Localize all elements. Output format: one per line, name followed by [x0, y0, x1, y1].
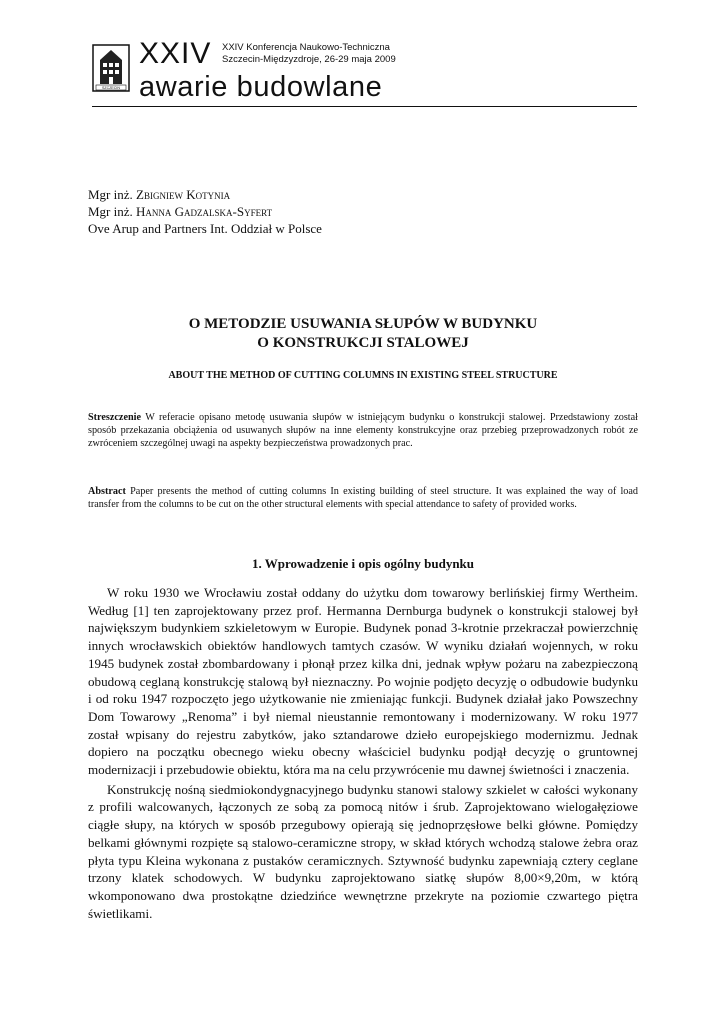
section-body [88, 584, 638, 922]
conference-info [222, 42, 396, 66]
paper-title-line-2: O KONSTRUKCJI STALOWEJ [257, 335, 469, 351]
conference-number: XXIV [139, 37, 212, 70]
author-name: Zbigniew Kotynia [136, 187, 231, 202]
building-logo-icon [92, 44, 130, 92]
abstract-english-text: Paper presents the method of cutting columns In existing building of steel structure. It was explained the way of load transfer from the columns to be cut on the other structural elements with special attendance to safety of provided works. [88, 486, 638, 511]
author-name: Hanna Gadzalska-Syfert [136, 204, 273, 219]
abstract-polish [88, 411, 638, 451]
abstract-polish-label: Streszczenie [88, 412, 141, 423]
body-paragraph-2: Konstrukcję nośną siedmiokondygnacyjnego budynku stanowi stalowy szkielet w całości wykonany z profili walcowanych, łączonych ze sobą za pomocą nitów i śrub. Zaprojektowano wielogałęziowe ciągłe słupy, na których w sposób przegubowy opierają się jednoprzęsłowe belki główne. Pomiędzy belkami głównymi rozpięte są stalowo-ceramiczne stropy, w skład których wchodzą stalowe żebra oraz płyta typu Kleina wykonana z pustaków ceramicznych. Sztywność budynku zapewniają cztery ceglane trzony klatek schodowych. W budynku zaprojektowano siatkę słupów 8,00×9,20m, w którą wkomponowano dwa prostokątne dziedzińce wewnętrzne przekryte na poziomie czwartego piętra świetlikami. [88, 781, 638, 921]
abstract-english-label: Abstract [88, 486, 126, 497]
paper-title-english: ABOUT THE METHOD OF CUTTING COLUMNS IN EXISTING STEEL STRUCTURE [168, 370, 558, 381]
abstract-english [88, 485, 638, 511]
conference-place-date: Szczecin-Międzyzdroje, 26-29 maja 2009 [222, 54, 396, 65]
affiliation: Ove Arup and Partners Int. Oddział w Polsce [88, 221, 322, 236]
author-degree: Mgr inż. [88, 204, 137, 219]
paper-title-line-1: O METODZIE USUWANIA SŁUPÓW W BUDYNKU [188, 316, 538, 332]
conference-name: XXIV Konferencja Naukowo-Techniczna [222, 42, 390, 53]
body-paragraph-1: W roku 1930 we Wrocławiu został oddany do użytku dom towarowy berlińskiej firmy Wertheim. Według [1] ten zaprojektowany przez prof. Hermanna Dernburga budynek o konstrukcji stalowej był największym budynkiem szkieletowym w Europie. Budynek ponad 3-krotnie przekraczał powierzchnię innych wrocławskich obiektów handlowych tamtych czasów. W wyniku działań wojennych, w roku 1945 budynek został zbombardowany i płonął przez kilka dni, jednak wpływ pożaru na zabezpieczoną obudową ceglaną konstrukcję stalową był nieznaczny. Po wojnie podjęto decyzję o odbudowie budynku i od roku 1947 rozpoczęto jego użytkowanie nie zmieniając funkcji. Budynek działał jako Powszechny Dom Towarowy „Renoma” i był niemal nieustannie remontowany i modernizowany. W roku 1977 został wpisany do rejestru zabytków, jako sztandarowe dzieło europejskiego modernizmu. Jednak dopiero na początku obecnego wieku obecny właściciel budynku podjął decyzję o gruntownej modernizacji i przebudowie obiektu, która ma na celu przywrócenie mu dawnej świetności i znaczenia. [88, 585, 638, 778]
section-heading: 1. Wprowadzenie i opis ogólny budynku [251, 556, 475, 571]
author-2 [88, 203, 322, 220]
paper-title [88, 315, 638, 353]
author-block [88, 186, 322, 237]
conference-title: awarie budowlane [139, 71, 383, 103]
header-divider [92, 106, 637, 107]
author-degree: Mgr inż. [88, 187, 137, 202]
logo-text: SZCZECIN [102, 86, 120, 91]
author-1 [88, 186, 322, 203]
abstract-polish-text: W referacie opisano metodę usuwania słupów w istniejącym budynku o konstrukcji stalowej. Przedstawiony został sposób przekazania obciążenia od usuwanych słupów na inne elementy konstrukcyjne oraz przebieg przeprowadzonych robót ze zwróceniem szczególnej uwagi na aspekty bezpieczeństwa prowadzonych prac. [88, 412, 638, 450]
